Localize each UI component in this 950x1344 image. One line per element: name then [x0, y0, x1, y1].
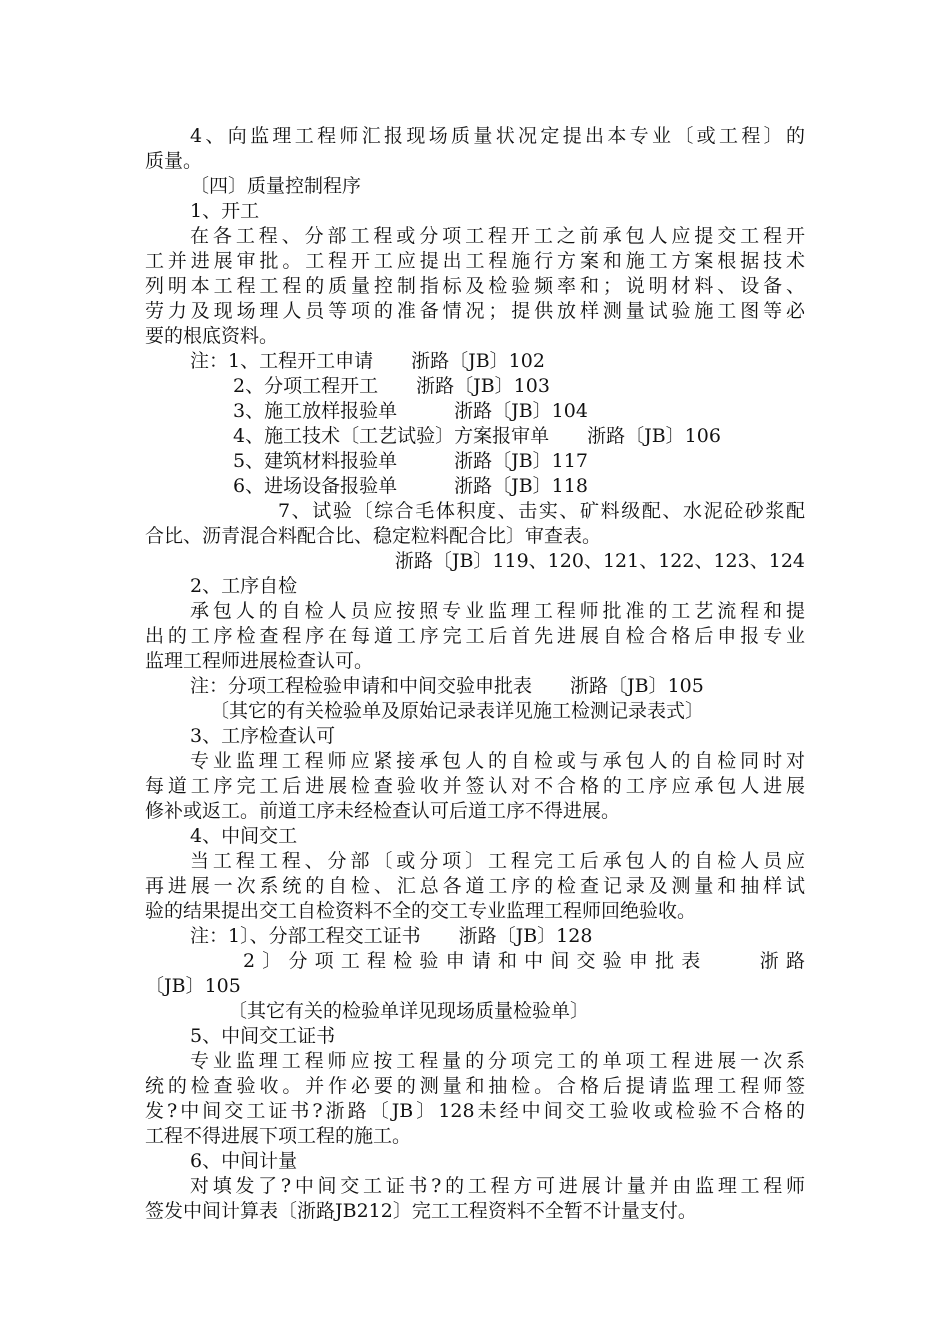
- subsection-heading: 4、中间交工: [190, 825, 298, 847]
- paragraph-line: 列明本工程工程的质量控制指标及检验频率和；说明材料、设备、: [145, 275, 805, 297]
- paragraph-line: 监理工程师进展检查认可。: [145, 650, 374, 672]
- paragraph-line: 承包人的自检人员应按照专业监理工程师批准的工艺流程和提: [190, 600, 805, 622]
- paragraph-line: 再进展一次系统的自检、汇总各道工序的检查记录及测量和抽样试: [145, 875, 805, 897]
- paragraph-line: 签发中间计算表〔浙路JB212〕完工工程资料不全暂不计量支付。: [145, 1200, 697, 1222]
- paragraph-line: 出的工序检查程序在每道工序完工后首先进展自检合格后申报专业: [145, 625, 805, 647]
- paragraph-line: 质量。: [145, 150, 203, 172]
- note-line: 〔JB〕105: [145, 975, 241, 997]
- subsection-heading: 2、工序自检: [190, 575, 298, 597]
- note-line: 浙路〔JB〕119、120、121、122、123、124: [394, 550, 805, 572]
- note-line: 2〕分项工程检验申请和中间交验申批表 浙路: [243, 950, 805, 972]
- note-line: 合比、沥青混合料配合比、稳定粒料配合比〕审查表。: [145, 525, 602, 547]
- paragraph-line: 要的根底资料。: [145, 325, 279, 347]
- paragraph-line: 专业监理工程师应按工程量的分项完工的单项工程进展一次系: [190, 1050, 805, 1072]
- section-heading: 〔四〕质量控制程序: [190, 175, 362, 197]
- subsection-heading: 1、开工: [190, 200, 260, 222]
- note-line: 6、进场设备报验单 浙路〔JB〕118: [233, 475, 588, 497]
- note-line: 4、施工技术〔工艺试验〕方案报审单 浙路〔JB〕106: [233, 425, 721, 447]
- paragraph-line: 工并进展审批。工程开工应提出工程施行方案和施工方案根据技术: [145, 250, 805, 272]
- subsection-heading: 3、工序检查认可: [190, 725, 336, 747]
- note-line: 3、施工放样报验单 浙路〔JB〕104: [233, 400, 588, 422]
- paragraph-line: 发?中间交工证书?浙路〔JB〕128未经中间交工验收或检验不合格的: [145, 1100, 805, 1122]
- paragraph-line: 每道工序完工后进展检查验收并签认对不合格的工序应承包人进展: [145, 775, 805, 797]
- note-line: 注：分项工程检验申请和中间交验申批表 浙路〔JB〕105: [190, 675, 704, 697]
- paragraph-line: 修补或返工。前道工序未经检查认可后道工序不得进展。: [145, 800, 621, 822]
- note-line: 注：1〕、分部工程交工证书 浙路〔JB〕128: [190, 925, 593, 947]
- paragraph-line: 当工程工程、分部〔或分项〕工程完工后承包人的自检人员应: [190, 850, 805, 872]
- paragraph-line: 统的检查验收。并作必要的测量和抽检。合格后提请监理工程师签: [145, 1075, 805, 1097]
- paragraph-line: 工程不得进展下项工程的施工。: [145, 1125, 412, 1147]
- note-line: 2、分项工程开工 浙路〔JB〕103: [233, 375, 550, 397]
- paragraph-line: 在各工程、分部工程或分项工程开工之前承包人应提交工程开: [190, 225, 805, 247]
- paragraph-line: 对填发了?中间交工证书?的工程方可进展计量并由监理工程师: [190, 1175, 805, 1197]
- paragraph-line: 验的结果提出交工自检资料不全的交工专业监理工程师回绝验收。: [145, 900, 697, 922]
- note-line: 7、试验〔综合毛体积度、击实、矿料级配、水泥砼砂浆配: [278, 500, 805, 522]
- note-line: 〔其它的有关检验单及原始记录表详见施工检测记录表式〕: [210, 700, 705, 722]
- subsection-heading: 6、中间计量: [190, 1150, 298, 1172]
- paragraph-line: 专业监理工程师应紧接承包人的自检或与承包人的自检同时对: [190, 750, 805, 772]
- note-line: 注：1、工程开工申请 浙路〔JB〕102: [190, 350, 545, 372]
- note-line: 〔其它有关的检验单详见现场质量检验单〕: [228, 1000, 590, 1022]
- note-line: 5、建筑材料报验单 浙路〔JB〕117: [233, 450, 588, 472]
- paragraph-line: 劳力及现场理人员等项的准备情况；提供放样测量试验施工图等必: [145, 300, 805, 322]
- paragraph-line: 4、向监理工程师汇报现场质量状况定提出本专业〔或工程〕的: [190, 125, 805, 147]
- subsection-heading: 5、中间交工证书: [190, 1025, 336, 1047]
